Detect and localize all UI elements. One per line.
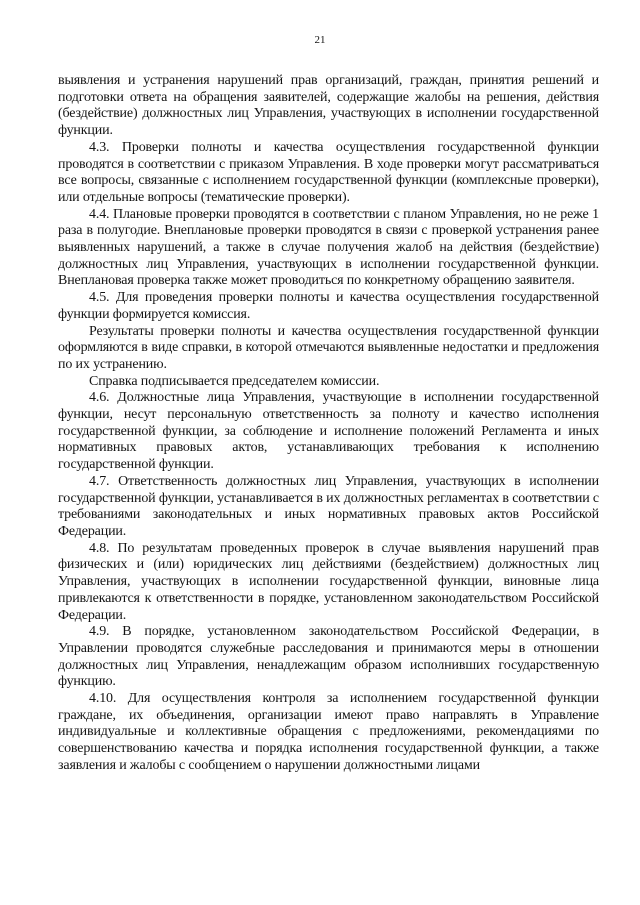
paragraph-continuation: выявления и устранения нарушений прав организаций, граждан, принятия решений и подготовки ответа на обращения заявителей, содержащие жалобы на решения, действия (бездействие) должностных лиц Управления, участвующих в исполнении государственной функции. xyxy=(58,73,599,139)
paragraph-4-7: 4.7. Ответственность должностных лиц Управления, участвующих в исполнении государственной функции, устанавливается в их должностных регламентах в соответствии с требованиями законодательных и иных нормативных правовых актов Российской Федерации. xyxy=(58,473,599,539)
page-number: 21 xyxy=(314,34,326,46)
paragraph-4-5: 4.5. Для проведения проверки полноты и качества осуществления государственной функции формируется комиссия. xyxy=(58,290,599,322)
paragraph-4-10: 4.10. Для осуществления контроля за исполнением государственной функции граждане, их объединения, организации имеют право направлять в Управление индивидуальные и коллективные обращения с предложениями, рекомендациями по совершенствованию качества и порядка исполнения государственной функции, а также заявления и жалобы с сообщением о нарушении должностными лицами xyxy=(58,691,599,773)
paragraph-report-signed: Справка подписывается председателем комиссии. xyxy=(89,373,380,389)
paragraph-4-9: 4.9. В порядке, установленном законодательством Российской Федерации, в Управлении проводятся служебные расследования и принимаются меры в отношении должностных лиц Управления, ненадлежащим образом исполнивших государственную функцию. xyxy=(58,624,599,690)
paragraph-4-6: 4.6. Должностные лица Управления, участвующие в исполнении государственной функции, несут персональную ответственность за полноту и качество исполнения государственной функции, за соблюдение и исполнение положений Регламента и иных нормативных правовых актов, устанавливающих требования к исполнению государственной функции. xyxy=(58,390,599,473)
paragraph-4-8: 4.8. По результатам проведенных проверок в случае выявления нарушений прав физических и (или) юридических лиц действиями (бездействием) должностных лиц Управления, участвующих в исполнении государственной функции, виновные лица привлекаются к ответственности в порядке, установленном законодательством Российской Федерации. xyxy=(58,540,599,623)
paragraph-4-3: 4.3. Проверки полноты и качества осуществления государственной функции проводятся в соответствии с приказом Управления. В ходе проверки могут рассматриваться все вопросы, связанные с исполнением государственной функции (комплексные проверки), или отдельные вопросы (тематические проверки). xyxy=(58,139,599,205)
paragraph-results: Результаты проверки полноты и качества осуществления государственной функции оформляются в виде справки, в которой отмечаются выявленные недостатки и предложения по их устранению. xyxy=(58,323,599,372)
paragraph-4-4: 4.4. Плановые проверки проводятся в соответствии с планом Управления, но не реже 1 раза в полугодие. Внеплановые проверки проводятся в связи с проверкой устранения ранее выявленных нарушений, а также в случае получения жалоб на действия (бездействие) должностных лиц Управления, участвующих в исполнении государственной функции. Внеплановая проверка также может проводиться по конкретному обращению заявителя. xyxy=(58,206,599,289)
document-body xyxy=(58,73,599,775)
